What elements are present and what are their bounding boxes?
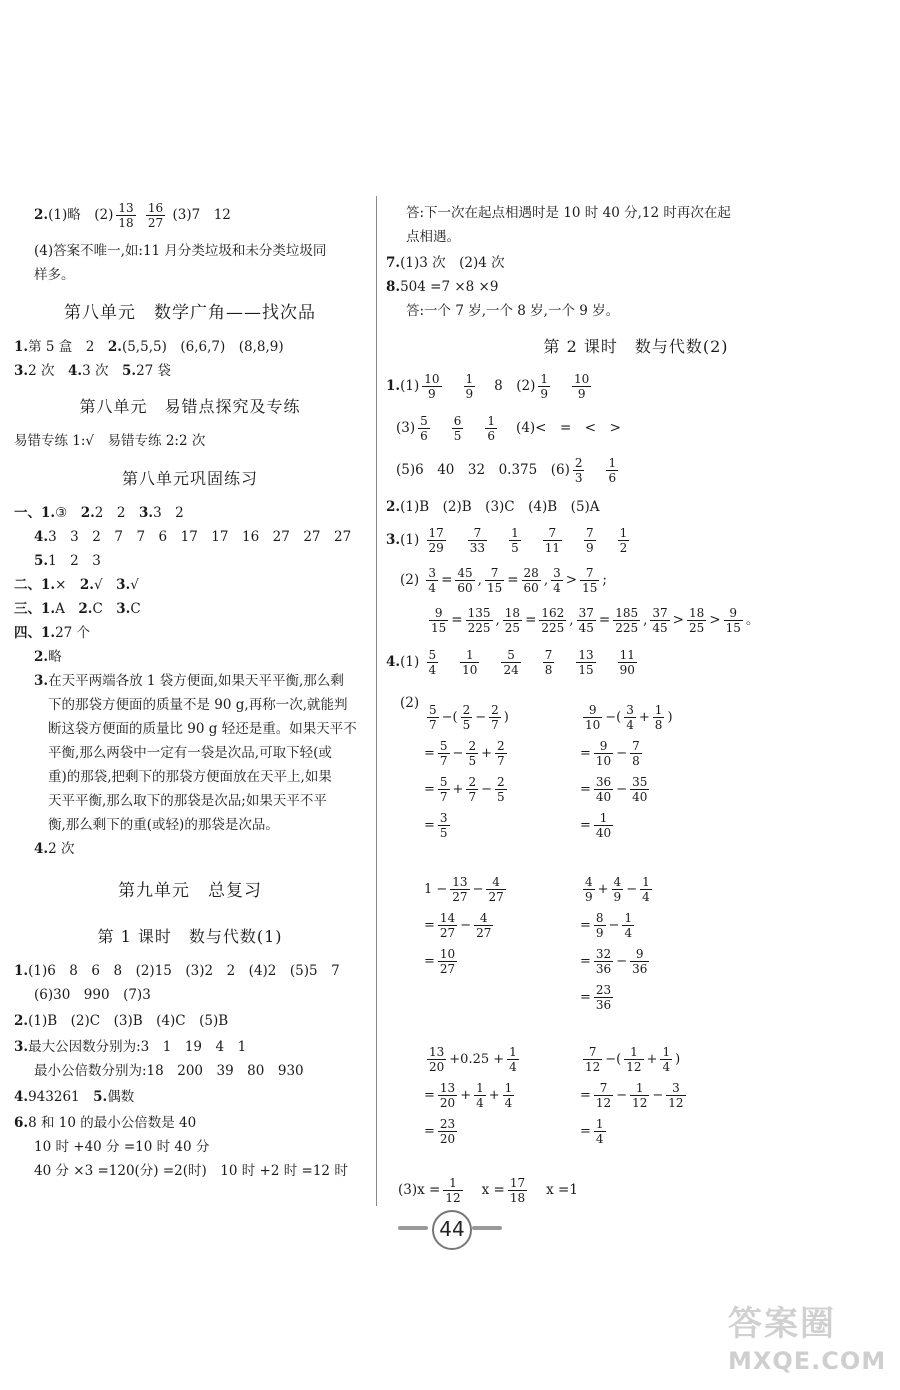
operator: −: [626, 882, 638, 897]
fraction: $\frac{4}{9}$: [613, 875, 622, 904]
fraction: $\frac{5}{24}$: [503, 648, 519, 677]
fraction: $\frac{1}{10}$: [462, 648, 478, 677]
operator: −: [652, 1088, 664, 1103]
operator: ): [667, 710, 673, 725]
calc-step: [580, 980, 655, 1016]
fraction: $\frac{7}{15}$: [582, 566, 598, 595]
operator: =: [424, 746, 435, 761]
watermark-url: MXQE.COM: [728, 1347, 887, 1375]
answer-line: 易错专练 1:√ 易错专练 2:2 次: [14, 433, 206, 449]
fraction: $\frac{9}{15}$: [725, 606, 741, 635]
answer-line: 一、1.③ 2.2 2 3.3 2: [14, 505, 184, 521]
fraction: $\frac{1}{4}$: [595, 1117, 604, 1146]
operator: ): [503, 710, 509, 725]
answer-line: (4)答案不唯一,如:11 月分类垃圾和未分类垃圾同: [34, 243, 327, 259]
operator: =: [525, 612, 537, 628]
operator: +0.25 +: [449, 1052, 505, 1067]
operator: −: [460, 918, 472, 933]
fraction: $\frac{36}{40}$: [595, 775, 612, 804]
answer-line: 平衡,那么两袋中一定有一袋是次品,可取下轻(或: [48, 745, 332, 761]
operator: =: [424, 818, 435, 833]
fraction: $\frac{9}{15}$: [431, 606, 447, 635]
calc-step: [424, 1078, 522, 1114]
page-number: 44: [432, 1210, 472, 1250]
operator: +: [460, 1088, 472, 1103]
answer-line: 三、1.A 2.C 3.C: [14, 601, 141, 617]
calc-block: [580, 1042, 689, 1150]
answer-line: (3)x = $\frac{1}{12}$ x = $\frac{17}{18}$ x =1: [398, 1176, 578, 1205]
fraction: $\frac{7}{15}$: [486, 566, 503, 595]
answer-line: 3.在天平两端各放 1 袋方便面,如果天平平衡,那么剩: [34, 673, 344, 689]
answer-line: 10 时 +40 分 =10 时 40 分: [34, 1139, 210, 1155]
calc-step: [580, 808, 673, 844]
operator: ,: [543, 572, 549, 588]
column-divider: [376, 196, 377, 1206]
operator: −: [608, 918, 620, 933]
answer-line: (3) $\frac{5}{6}$ $\frac{6}{5}$ $\frac{1}{6}$ (4)< = < >: [396, 414, 621, 443]
operator: =: [580, 746, 591, 761]
answer-line: 最小公倍数分别为:18 200 39 80 930: [34, 1063, 304, 1079]
fraction: $\frac{162}{225}$: [541, 606, 565, 635]
operator: +: [481, 746, 492, 761]
answer-line: 答:一个 7 岁,一个 8 岁,一个 9 岁。: [406, 303, 620, 319]
watermark: [728, 1296, 888, 1386]
operator: −(: [605, 710, 622, 725]
fraction: $\frac{1}{9}$: [540, 372, 548, 401]
fraction: $\frac{2}{3}$: [574, 456, 583, 485]
fraction: $\frac{1}{4}$: [624, 911, 633, 940]
operator: +: [488, 1088, 500, 1103]
operator: +: [638, 710, 650, 725]
answer-line: (6)30 990 (7)3: [34, 987, 151, 1003]
fraction: $\frac{10}{9}$: [424, 372, 440, 401]
operator: =: [441, 572, 453, 588]
fraction: $\frac{1}{6}$: [487, 414, 496, 443]
fraction: $\frac{5}{6}$: [420, 414, 428, 443]
fraction: $\frac{23}{20}$: [439, 1117, 456, 1146]
fraction: $\frac{17}{18}$: [509, 1176, 526, 1205]
page-number-badge: [410, 1208, 490, 1248]
answer-line: 天平平衡,那么取下的那袋是次品;如果天平不平: [48, 793, 327, 809]
fraction: $\frac{16}{27}$: [147, 201, 164, 230]
answer-line: 4.943261 5.偶数: [14, 1089, 135, 1105]
operator: =: [580, 918, 591, 933]
fraction: $\frac{10}{27}$: [439, 947, 456, 976]
fraction: $\frac{13}{20}$: [429, 1045, 445, 1074]
fraction: $\frac{7}{33}$: [469, 526, 486, 555]
fraction: $\frac{13}{27}$: [452, 875, 468, 904]
left-column: [14, 196, 366, 1180]
calc-step: [424, 1114, 522, 1150]
calc-step: [580, 772, 673, 808]
lesson-title: 第 1 课时 数与代数(1): [97, 927, 283, 946]
answer-line: 二、1.× 2.√ 3.√: [14, 577, 139, 593]
answer-line: 6.8 和 10 的最小公倍数是 40: [14, 1115, 197, 1131]
answer-line: 下的那袋方便面的质量不是 90 g,再称一次,就能判: [48, 697, 348, 713]
calc-step: [580, 1114, 689, 1150]
operator: =: [424, 1124, 435, 1139]
operator: =: [424, 1088, 435, 1103]
fraction: $\frac{9}{10}$: [585, 703, 601, 732]
operator: +: [646, 1052, 658, 1067]
operator: −: [475, 710, 487, 725]
fraction: $\frac{28}{60}$: [523, 566, 539, 595]
answer-line: 断这袋方便面的质量比 90 g 轻还是重。如果天平不: [48, 721, 357, 737]
fraction: $\frac{1}{9}$: [465, 372, 474, 401]
fraction: $\frac{18}{25}$: [504, 606, 521, 635]
fraction: $\frac{23}{36}$: [595, 983, 612, 1012]
fraction: $\frac{14}{27}$: [439, 911, 456, 940]
fraction: $\frac{185}{225}$: [615, 606, 639, 635]
fraction: $\frac{3}{4}$: [626, 703, 634, 732]
calc-block: [580, 872, 655, 1016]
answer-line: 7.(1)3 次 (2)4 次: [386, 255, 505, 271]
answer-line: 4.3 3 2 7 7 6 17 17 16 27 27 27: [34, 529, 352, 545]
operator: −: [616, 782, 628, 797]
answer-line: 5.1 2 3: [34, 553, 101, 569]
operator: =: [424, 918, 435, 933]
calc-step: [424, 944, 509, 980]
calc-step: [580, 700, 673, 736]
operator: =: [580, 1088, 591, 1103]
fraction: $\frac{2}{7}$: [468, 775, 477, 804]
operator: ,: [495, 612, 500, 628]
fraction: $\frac{2}{5}$: [462, 703, 471, 732]
fraction: $\frac{37}{45}$: [652, 606, 668, 635]
operator: =: [580, 990, 591, 1005]
answer-line: 3.(1) $\frac{17}{29}$ $\frac{7}{33}$ $\frac{1}{5}$ $\frac{7}{11}$ $\frac{7}{9}$ $\frac{1}{2}$: [386, 526, 628, 555]
answer-line: (2) $\frac{3}{4}$ = $\frac{45}{60}$ , $\frac{7}{15}$ = $\frac{28}{60}$ , $\frac{3}{4}$ > $\frac{7}{15}$ ;: [400, 566, 607, 595]
fraction: $\frac{6}{5}$: [453, 414, 462, 443]
answer-line: (2): [400, 695, 420, 711]
section-title: 第八单元 数学广角——找次品: [64, 303, 316, 323]
answer-line: 2.(1)B (2)B (3)C (4)B (5)A: [386, 499, 600, 515]
operator: =: [580, 782, 591, 797]
operator: −(: [605, 1052, 622, 1067]
fraction: $\frac{7}{12}$: [585, 1045, 601, 1074]
answer-line: 8.504 =7 ×8 ×9: [386, 279, 499, 295]
answer-line: (5)6 40 32 0.375 (6) $\frac{2}{3}$ $\frac{1}{6}$: [396, 456, 617, 485]
fraction: $\frac{9}{36}$: [632, 947, 648, 976]
fraction: $\frac{7}{9}$: [586, 526, 594, 555]
fraction: $\frac{9}{10}$: [595, 739, 612, 768]
right-column: [386, 196, 886, 712]
calc-block: [424, 872, 509, 980]
fraction: $\frac{5}{7}$: [439, 775, 448, 804]
calc-block: [424, 700, 510, 844]
answer-line: 1.(1)6 8 6 8 (2)15 (3)2 2 (4)2 (5)5 7: [14, 963, 340, 979]
operator: =: [580, 1124, 591, 1139]
operator: −: [481, 782, 492, 797]
fraction: $\frac{1}{4}$: [662, 1045, 671, 1074]
fraction: $\frac{3}{4}$: [553, 566, 561, 595]
fraction: $\frac{7}{8}$: [632, 739, 640, 768]
operator: =: [451, 612, 463, 628]
calc-step: [424, 808, 510, 844]
fraction: $\frac{3}{12}$: [668, 1081, 684, 1110]
section-title: 第九单元 总复习: [118, 881, 262, 901]
operator: =: [424, 782, 435, 797]
calc-step: [424, 1042, 522, 1078]
answer-line: 1.第 5 盒 2 2.(5,5,5) (6,6,7) (8,8,9): [14, 339, 284, 355]
fraction: $\frac{7}{8}$: [544, 648, 553, 677]
answer-line: 衡,那么剩下的重(或轻)的那袋是次品。: [48, 817, 279, 833]
fraction: $\frac{2}{7}$: [497, 739, 505, 768]
answer-line: 样多。: [34, 267, 75, 283]
calc-step: [424, 908, 509, 944]
fraction: $\frac{37}{45}$: [578, 606, 594, 635]
operator: =: [424, 954, 435, 969]
lesson-title: 第 2 课时 数与代数(2): [543, 337, 729, 356]
operator: ,: [477, 572, 482, 588]
fraction: $\frac{2}{5}$: [468, 739, 477, 768]
section-title: 第八单元 易错点探究及专练: [79, 397, 301, 416]
calc-step: [580, 1042, 689, 1078]
operator: ): [675, 1052, 681, 1067]
fraction: $\frac{18}{25}$: [688, 606, 705, 635]
fraction: $\frac{4}{27}$: [476, 911, 492, 940]
answer-line: [386, 602, 886, 638]
answer-line: 点相遇。: [406, 229, 460, 245]
fraction: $\frac{5}{7}$: [429, 703, 437, 732]
fraction: $\frac{4}{27}$: [488, 875, 504, 904]
watermark-logo: 答案圈: [728, 1304, 836, 1344]
fraction: $\frac{2}{5}$: [497, 775, 505, 804]
operator: −: [452, 746, 464, 761]
answer-line: 2.略: [34, 649, 62, 665]
fraction: $\frac{1}{12}$: [626, 1045, 642, 1074]
operator: −: [616, 746, 628, 761]
fraction: $\frac{5}{4}$: [428, 648, 437, 677]
fraction: $\frac{1}{2}$: [619, 526, 628, 555]
calc-step: [424, 736, 510, 772]
fraction: $\frac{1}{4}$: [476, 1081, 484, 1110]
answer-line: 2.(1)B (2)C (3)B (4)C (5)B: [14, 1013, 229, 1029]
fraction: $\frac{1}{12}$: [632, 1081, 648, 1110]
fraction: $\frac{13}{18}$: [118, 201, 134, 230]
calc-block: [424, 1042, 522, 1150]
operator: 1 −: [424, 882, 448, 897]
answer-line: 4.(1) $\frac{5}{4}$ $\frac{1}{10}$ $\frac{5}{24}$ $\frac{7}{8}$ $\frac{13}{15}$ $\frac{11}{90}$: [386, 648, 635, 677]
calc-step: [424, 772, 510, 808]
fraction: $\frac{3}{4}$: [428, 566, 437, 595]
answer-line: 四、1.27 个: [14, 625, 91, 641]
operator: −: [616, 954, 628, 969]
operator: =: [507, 572, 519, 588]
calc-step: [580, 736, 673, 772]
operator: +: [452, 782, 464, 797]
calc-step: [424, 700, 510, 736]
ornament-left: [398, 1226, 428, 1230]
calc-step: [580, 872, 655, 908]
fraction: $\frac{4}{9}$: [585, 875, 593, 904]
calc-block: [580, 700, 673, 844]
fraction: $\frac{1}{40}$: [595, 811, 612, 840]
answer-line: 3.2 次 4.3 次 5.27 袋: [14, 363, 172, 379]
fraction: $\frac{11}{90}$: [619, 648, 635, 677]
answer-line: 答:下一次在起点相遇时是 10 时 40 分,12 时再次在起: [406, 205, 731, 221]
fraction: $\frac{1}{4}$: [509, 1045, 517, 1074]
fraction: $\frac{32}{36}$: [595, 947, 612, 976]
ornament-right: [472, 1226, 502, 1230]
section-title: 第八单元巩固练习: [121, 469, 258, 488]
fraction: $\frac{17}{29}$: [428, 526, 444, 555]
operator: ,: [569, 612, 574, 628]
calc-step: [424, 872, 509, 908]
fraction: $\frac{1}{6}$: [608, 456, 617, 485]
fraction: $\frac{5}{7}$: [439, 739, 448, 768]
calc-step: [580, 1078, 689, 1114]
operator: =: [580, 818, 591, 833]
fraction: $\frac{1}{4}$: [642, 875, 650, 904]
operator: >: [709, 612, 721, 628]
operator: =: [598, 612, 611, 628]
fraction: $\frac{8}{9}$: [595, 911, 604, 940]
answer-line: 3.最大公因数分别为:3 1 19 4 1: [14, 1039, 247, 1055]
answer-line: 40 分 ×3 =120(分) =2(时) 10 时 +2 时 =12 时: [34, 1163, 348, 1179]
answer-q2: 2.(1)略 (2) $\frac{13}{18}$ $\frac{16}{27}$ (3)7 12: [34, 201, 231, 230]
fraction: $\frac{10}{9}$: [574, 372, 590, 401]
operator: 。: [745, 612, 760, 628]
fraction: $\frac{13}{20}$: [439, 1081, 456, 1110]
fraction: $\frac{7}{12}$: [595, 1081, 612, 1110]
answer-line: 1.(1) $\frac{10}{9}$ $\frac{1}{9}$ 8 (2) $\frac{1}{9}$ $\frac{10}{9}$: [386, 372, 590, 401]
fraction: $\frac{13}{15}$: [578, 648, 594, 677]
fraction: $\frac{7}{11}$: [544, 526, 560, 555]
calc-step: [580, 944, 655, 980]
operator: −(: [441, 710, 458, 725]
operator: ;: [602, 572, 607, 588]
fraction: $\frac{45}{60}$: [457, 566, 473, 595]
fraction: $\frac{1}{5}$: [511, 526, 519, 555]
answer-line: 4.2 次: [34, 841, 75, 857]
fraction: $\frac{1}{4}$: [504, 1081, 513, 1110]
operator: =: [580, 954, 591, 969]
fraction: $\frac{2}{7}$: [491, 703, 499, 732]
fraction: $\frac{1}{12}$: [445, 1176, 461, 1205]
operator: −: [616, 1088, 628, 1103]
calc-step: [580, 908, 655, 944]
operator: +: [597, 882, 609, 897]
answer-line: 重)的那袋,把剩下的那袋方便面放在天平上,如果: [48, 769, 332, 785]
fraction: $\frac{1}{8}$: [654, 703, 663, 732]
operator: >: [565, 572, 578, 588]
fraction: $\frac{135}{225}$: [467, 606, 491, 635]
operator: >: [672, 612, 684, 628]
fraction: $\frac{35}{40}$: [632, 775, 648, 804]
operator: −: [472, 882, 484, 897]
operator: ,: [643, 612, 648, 628]
fraction: $\frac{3}{5}$: [439, 811, 448, 840]
